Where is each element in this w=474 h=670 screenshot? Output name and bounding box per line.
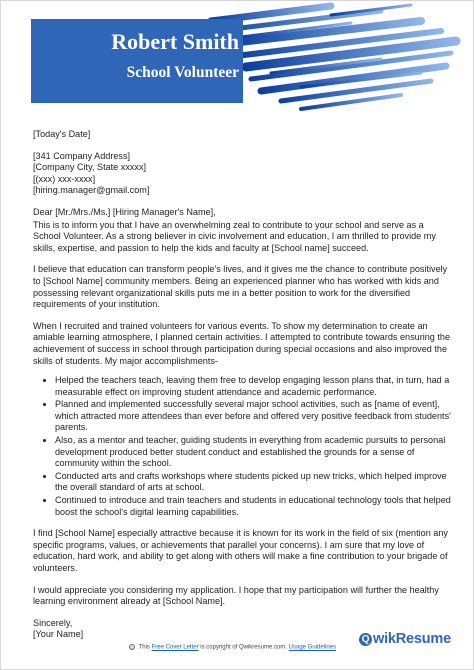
usage-guidelines-link[interactable]: Usage Guidelines [288,644,337,651]
letter-body [33,129,451,651]
accomplishments-list [33,375,451,518]
signature-name: [Your Name] [33,629,84,640]
list-item: • Also, as a mentor and teacher, guiding students in everything from academic pursuits to personal development produced better student conduct and established the grounds for a sense of community within the school. [55,435,451,470]
list-item: • Conducted arts and crafts workshops where students picked up new tricks, which helped improve the overall standard of arts at school. [55,471,451,494]
qwikresume-logo[interactable] [359,631,451,647]
header-banner [1,1,474,116]
free-cover-letter-link[interactable]: Free Cover Letter [151,644,199,651]
name-block [31,19,243,103]
list-item: • Planned and implemented successfully several major school activities, such as [name of event], which attracted more attendees than ever before and offered very positive feedback from students' parents. [55,399,451,434]
recipient-address [33,151,451,197]
paragraph: I find [School Name] especially attractive because it is known for its work in the field of six (mention any specific programs, values, or achievements that parallel your concerns). I am sure that my love of education, hard work, and ability to get along with others will make a fine contribution to your brigade of volunteers. [33,528,448,573]
applicant-name: Robert Smith [111,29,239,54]
letter-date: [Today's Date] [33,129,91,139]
address-line: [hiring.manager@gmail.com] [33,185,150,196]
footer-text-middle: is copyright of Qwikresume.com. [200,644,287,651]
address-line: [(xxx) xxx-xxxx] [33,173,96,184]
signoff: Sincerely, [33,617,73,628]
logo-text: wikResume [373,631,451,647]
list-item: • Continued to introduce and train teachers and students in educational technology tools that helped boost the school's digital learning capabilities. [55,495,451,518]
logo-q-icon: Q [359,633,372,646]
salutation: Dear [Mr./Mrs./Ms.] [Hiring Manager's Name], [33,206,216,217]
job-title: School Volunteer [126,64,239,81]
address-line: [Company City, State xxxxx] [33,162,147,173]
address-line: [341 Company Address] [33,150,131,161]
paragraph: I would appreciate you considering my application. I hope that my participation will further the healthy learning environment already at [School Name]. [33,584,439,607]
copyright-icon: © [130,645,134,650]
paragraph: When I recruited and trained volunteers for various events. To show my determination to create an amiable learning atmosphere, I planned certain activities. I attempted to contribute towards ensuring the achievement of success in school through participation during special occasions and also improved the skills of students. My major accomplishments- [33,320,451,366]
footer-text-before: This [138,644,150,651]
paragraph: This is to inform you that I have an overwhelming zeal to contribute to your school and serve as a School Volunteer. As a strong believer in civic involvement and education, I am thrilled to provide my skills, expertise, and passion to help the kids and faculty at [School name] succeed. [33,219,436,253]
paragraph: I believe that education can transform people's lives, and it gives me the chance to contribute positively to [School Name] community members. Being an experienced planner who has worked with kids and possessing relevant organizational skills puts me in a better position to work for the diversified requirements of your institution. [33,264,448,310]
list-item: • Helped the teachers teach, leaving them free to develop engaging lesson plans that, in turn, had a measurable effect on improving student attendance and academic performance. [55,375,451,398]
footer-copyright [129,644,336,651]
